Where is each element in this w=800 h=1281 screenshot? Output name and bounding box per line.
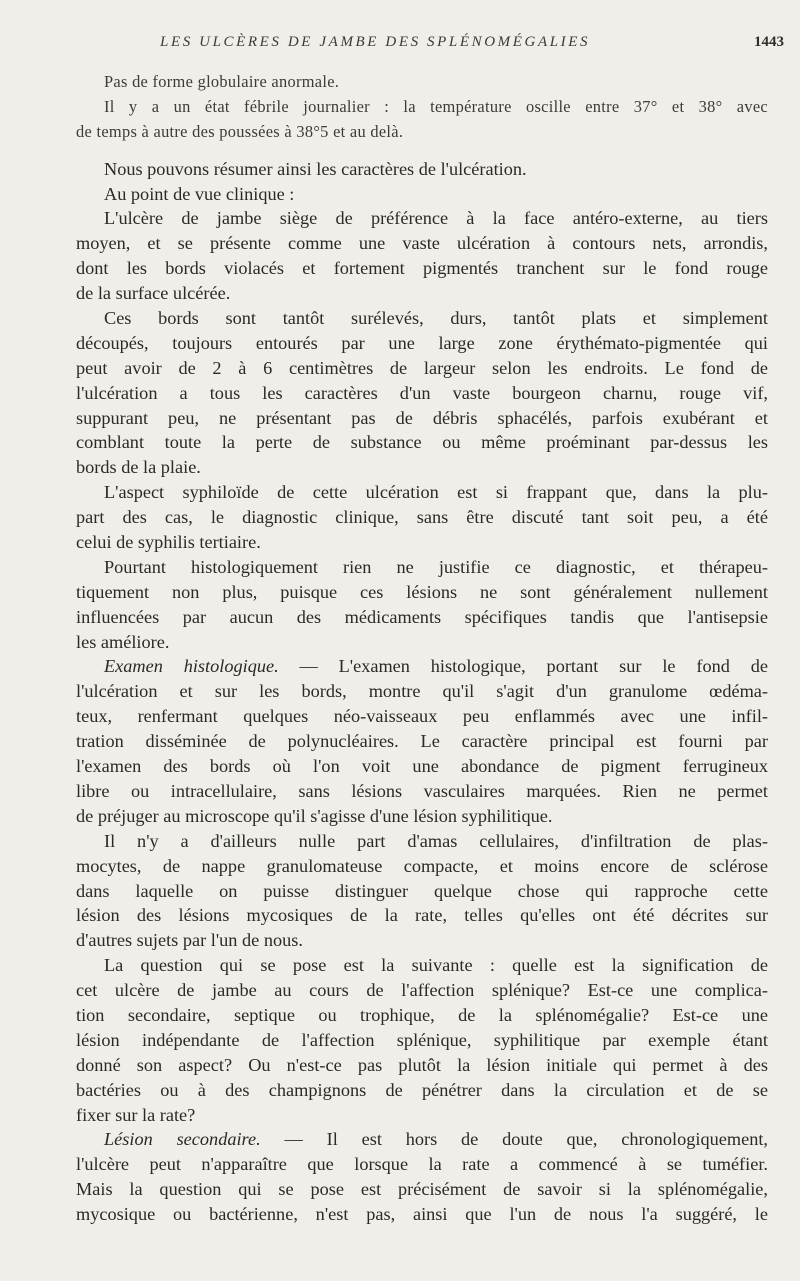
line-text: Il est hors de doute que, chronologiquement, bbox=[326, 1129, 769, 1150]
text-line: l'ulcération a tous les caractères d'un vaste bourgeon charnu, rouge vif, bbox=[76, 382, 768, 403]
text-line: Lésion secondaire. — Il est hors de doute que, chronologiquement, bbox=[104, 1129, 769, 1150]
page-number: 1443 bbox=[754, 34, 784, 50]
text-line: l'ulcère peut n'apparaître que lorsque la rate a commencé à se tuméfier. bbox=[76, 1154, 768, 1175]
text-line: La question qui se pose est la suivante : quelle est la signification de bbox=[104, 955, 768, 976]
text-line: tion secondaire, septique ou trophique, de la splénomégalie? Est-ce une bbox=[76, 1004, 768, 1025]
text-line: les améliore. bbox=[76, 631, 170, 652]
paragraph-gap bbox=[76, 145, 768, 157]
text-line: Il n'y a d'ailleurs nulle part d'amas cellulaires, d'infiltration de plas- bbox=[104, 830, 768, 851]
text-line: Au point de vue clinique : bbox=[104, 183, 295, 204]
text-line: dont les bords violacés et fortement pigmentés tranchent sur le fond rouge bbox=[76, 258, 768, 279]
text-line: Il y a un état fébrile journalier : la température oscille entre 37° et 38° avec bbox=[104, 96, 768, 116]
section-heading: Examen histologique. bbox=[104, 656, 279, 677]
section-heading: Lésion secondaire. bbox=[104, 1129, 261, 1150]
text-line: Mais la question qui se pose est précisément de savoir si la splénomégalie, bbox=[76, 1179, 768, 1200]
text-line: de temps à autre des poussées à 38°5 et au delà. bbox=[76, 121, 404, 141]
text-line: l'ulcération et sur les bords, montre qu'il s'agit d'un granulome œdéma- bbox=[76, 681, 768, 702]
text-line: bords de la plaie. bbox=[76, 457, 201, 478]
text-line: lésion indépendante de l'affection splénique, syphilitique par exemple étant bbox=[76, 1029, 768, 1050]
text-line: tration disséminée de polynucléaires. Le caractère principal est fourni par bbox=[76, 731, 768, 752]
text-line: donné son aspect? Ou n'est-ce pas plutôt la lésion initiale qui permet à des bbox=[76, 1054, 768, 1075]
text-line: teux, renfermant quelques néo-vaisseaux peu enflammés avec une infil- bbox=[76, 706, 768, 727]
text-line: Examen histologique. — L'examen histologique, portant sur le fond de bbox=[104, 656, 768, 677]
text-line: libre ou intracellulaire, sans lésions vasculaires marquées. Rien ne permet bbox=[76, 780, 768, 801]
body-text bbox=[76, 70, 768, 1227]
text-line: bactéries ou à des champignons de pénétrer dans la circulation et de se bbox=[76, 1079, 768, 1100]
running-head bbox=[0, 34, 800, 56]
text-line: moyen, et se présente comme une vaste ulcération à contours nets, arrondis, bbox=[76, 233, 768, 254]
text-line: mycosique ou bactérienne, n'est pas, ainsi que l'un de nous l'a suggéré, le bbox=[76, 1204, 768, 1225]
text-line: L'aspect syphiloïde de cette ulcération est si frappant que, dans la plu- bbox=[104, 482, 768, 503]
text-line: peut avoir de 2 à 6 centimètres de largeur selon les endroits. Le fond de bbox=[76, 357, 768, 378]
text-line: part des cas, le diagnostic clinique, sans être discuté tant soit peu, a été bbox=[76, 507, 768, 528]
text-line: de préjuger au microscope qu'il s'agisse d'une lésion syphilitique. bbox=[76, 805, 553, 826]
text-line: influencées par aucun des médicaments spécifiques tandis que l'antisepsie bbox=[76, 606, 768, 627]
line-text: L'examen histologique, portant sur le fond de bbox=[338, 656, 768, 677]
text-line: de la surface ulcérée. bbox=[76, 283, 231, 304]
text-line: suppurant peu, ne présentant pas de débris sphacélés, parfois exubérant et bbox=[76, 407, 768, 428]
running-title: LES ULCÈRES DE JAMBE DES SPLÉNOMÉGALIES bbox=[160, 34, 591, 50]
text-line: fixer sur la rate? bbox=[76, 1104, 196, 1125]
text-line: cet ulcère de jambe au cours de l'affection splénique? Est-ce une complica- bbox=[76, 980, 768, 1001]
text-line: lésion des lésions mycosiques de la rate, telles qu'elles ont été décrites sur bbox=[76, 905, 768, 926]
text-line: comblant toute la perte de substance ou même proéminant par-dessus les bbox=[76, 432, 768, 453]
text-line: découpés, toujours entourés par une large zone érythémato-pigmentée qui bbox=[76, 332, 768, 353]
text-line: Ces bords sont tantôt surélevés, durs, tantôt plats et simplement bbox=[104, 308, 768, 329]
text-line: L'ulcère de jambe siège de préférence à la face antéro-externe, au tiers bbox=[104, 208, 768, 229]
text-line: l'examen des bords où l'on voit une abondance de pigment ferrugineux bbox=[76, 756, 768, 777]
text-line: Pourtant histologiquement rien ne justifie ce diagnostic, et thérapeu- bbox=[104, 556, 768, 577]
text-line: tiquement non plus, puisque ces lésions ne sont généralement nullement bbox=[76, 581, 768, 602]
text-line: Pas de forme globulaire anormale. bbox=[104, 72, 340, 91]
text-line: d'autres sujets par l'un de nous. bbox=[76, 930, 303, 951]
text-line: Nous pouvons résumer ainsi les caractères de l'ulcération. bbox=[104, 158, 527, 179]
text-line: dans laquelle on puisse distinguer quelque chose qui rapproche cette bbox=[76, 880, 768, 901]
text-line: mocytes, de nappe granulomateuse compacte, et moins encore de sclérose bbox=[76, 855, 768, 876]
text-line: celui de syphilis tertiaire. bbox=[76, 532, 261, 553]
